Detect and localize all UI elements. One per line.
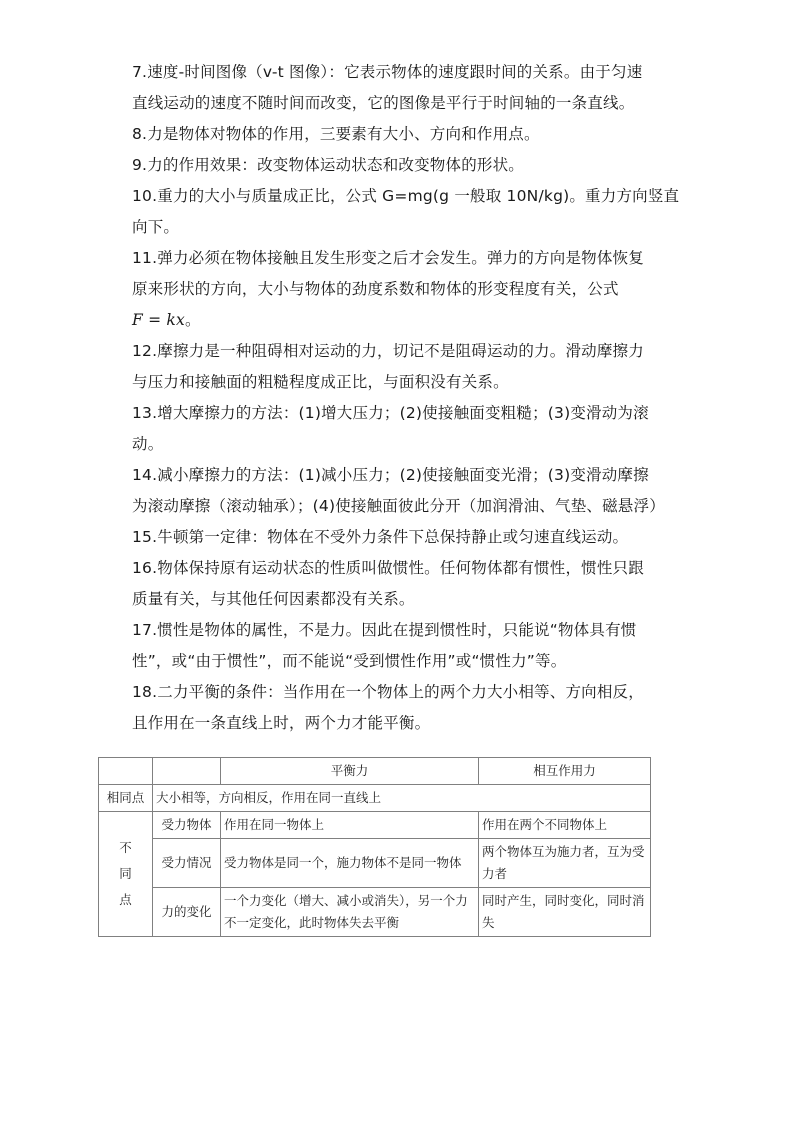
table-corner-cell — [99, 758, 153, 785]
formula-hooke: F = kx — [132, 311, 185, 329]
item-11: 11.弹力必须在物体接触且发生形变之后才会发生。弹力的方向是物体恢复 原来形状的方向，大小与物体的劲度系数和物体的形变程度有关，公式 F = kx。 — [132, 249, 644, 329]
item-15: 15.牛顿第一定律：物体在不受外力条件下总保持静止或匀速直线运动。 — [132, 528, 629, 546]
force-comparison-table — [98, 757, 651, 937]
item-18: 18.二力平衡的条件：当作用在一个物体上的两个力大小相等、方向相反， 且作用在一条直线上时，两个力才能平衡。 — [132, 683, 644, 732]
item-12: 12.摩擦力是一种阻碍相对运动的力，切记不是阻碍运动的力。滑动摩擦力 与压力和接触面的粗糙程度成正比，与面积没有关系。 — [132, 342, 644, 391]
item-17: 17.惯性是物体的属性，不是力。因此在提到惯性时，只能说“物体具有惯 性”，或“由于惯性”，而不能说“受到惯性作用”或“惯性力”等。 — [132, 621, 637, 670]
aspect-label: 力的变化 — [153, 888, 221, 937]
table-row: 受力情况 受力物体是同一个，施力物体不是同一物体 两个物体互为施力者，互为受力者 — [99, 839, 651, 888]
header-balance: 平衡力 — [221, 758, 479, 785]
same-label: 相同点 — [99, 785, 153, 812]
item-10: 10.重力的大小与质量成正比，公式 G=mg(g 一般取 10N/kg)。重力方向竖直 向下。 — [132, 187, 680, 236]
table-row-same — [99, 785, 651, 812]
table-row: 不 同 点 受力物体 作用在同一物体上 作用在两个不同物体上 — [99, 812, 651, 839]
table-header-row — [99, 758, 651, 785]
item-8: 8.力是物体对物体的作用，三要素有大小、方向和作用点。 — [132, 125, 540, 143]
aspect-label: 受力物体 — [153, 812, 221, 839]
item-13: 13.增大摩擦力的方法：(1)增大压力；(2)使接触面变粗糙；(3)变滑动为滚 动。 — [132, 404, 649, 453]
table-row: 力的变化 一个力变化（增大、减小或消失），另一个力不一定变化，此时物体失去平衡 同时产生，同时变化，同时消失 — [99, 888, 651, 937]
header-interaction: 相互作用力 — [479, 758, 651, 785]
item-14: 14.减小摩擦力的方法：(1)减小压力；(2)使接触面变光滑；(3)变滑动摩擦 为滚动摩擦（滚动轴承）；(4)使接触面彼此分开（加润滑油、气垫、磁悬浮） — [132, 466, 665, 515]
item-9: 9.力的作用效果：改变物体运动状态和改变物体的形状。 — [132, 156, 524, 174]
item-7: 7.速度-时间图像（v-t 图像）：它表示物体的速度跟时间的关系。由于匀速 直线运动的速度不随时间而改变，它的图像是平行于时间轴的一条直线。 — [132, 63, 643, 112]
aspect-label: 受力情况 — [153, 839, 221, 888]
same-text: 大小相等，方向相反，作用在同一直线上 — [153, 785, 651, 812]
item-16: 16.物体保持原有运动状态的性质叫做惯性。任何物体都有惯性，惯性只跟 质量有关，与其他任何因素都没有关系。 — [132, 559, 644, 608]
diff-label: 不 同 点 — [99, 812, 153, 937]
